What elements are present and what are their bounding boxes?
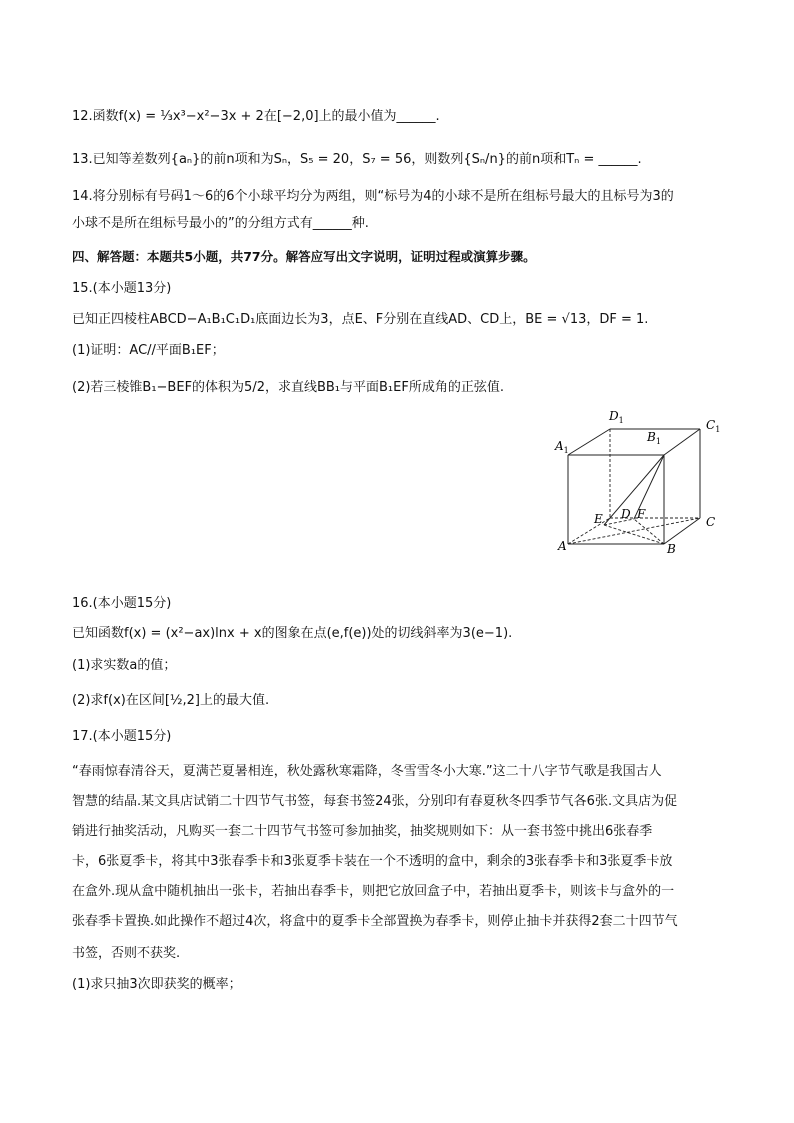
question-12: 12.函数f(x) = ⅓x³−x²−3x + 2在[−2,0]上的最小值为______. xyxy=(72,109,440,124)
label-f: F xyxy=(637,507,646,521)
question-16-header: 16.(本小题15分) xyxy=(72,596,172,611)
label-e: E xyxy=(594,512,603,526)
question-17-header: 17.(本小题15分) xyxy=(72,729,172,744)
label-d: D xyxy=(621,507,631,521)
question-14-line-1: 14.将分别标有号码1～6的6个小球平均分为两组，则“标号为4的小球不是所在组标号最大的且标号为3的 xyxy=(72,189,674,204)
edge-bf xyxy=(634,519,664,544)
label-b1: $B_1$ xyxy=(647,430,661,446)
question-16-stem: 已知函数f(x) = (x²−ax)lnx + x的图象在点(e,f(e))处的切线斜率为3(e−1). xyxy=(72,626,513,641)
question-17-line-1: “春雨惊春清谷天，夏满芒夏暑相连，秋处露秋寒霜降，冬雪雪冬小大寒.”这二十八字节气歌是我国古人 xyxy=(72,764,662,779)
label-c1: $C_1$ xyxy=(706,418,721,434)
question-17-line-6: 张春季卡置换.如此操作不超过4次，将盒中的夏季卡全部置换为春季卡，则停止抽卡并获得2套二十四节气 xyxy=(72,914,678,929)
question-17-line-5: 在盒外.现从盒中随机抽出一张卡，若抽出春季卡，则把它放回盒子中，若抽出夏季卡，则该卡与盒外的一 xyxy=(72,884,675,899)
prism-figure xyxy=(548,400,728,560)
question-17-line-2: 智慧的结晶.某文具店试销二十四节气书签，每套书签24张，分别印有春夏秋冬四季节气各6张.文具店为促 xyxy=(72,794,678,809)
question-15-header: 15.(本小题13分) xyxy=(72,281,172,296)
label-a: A xyxy=(558,539,567,553)
edge-d1a1 xyxy=(568,429,610,455)
question-16-part-1: (1)求实数a的值； xyxy=(72,658,177,673)
question-15-stem: 已知正四棱柱ABCD−A₁B₁C₁D₁底面边长为3，点E、F分别在直线AD、CD上，BE = √13，DF = 1. xyxy=(72,312,649,327)
question-13: 13.已知等差数列{aₙ}的前n项和为Sₙ，S₅ = 20，S₇ = 56，则数列{Sₙ/n}的前n项和Tₙ = ______. xyxy=(72,152,642,167)
question-15-part-2: (2)若三棱锥B₁−BEF的体积为5/2，求直线BB₁与平面B₁EF所成角的正弦值. xyxy=(72,380,504,395)
edge-b1e xyxy=(604,455,664,525)
question-16-part-2: (2)求f(x)在区间[½,2]上的最大值. xyxy=(72,693,270,708)
question-17-line-7: 书签，否则不获奖. xyxy=(72,946,181,961)
label-b: B xyxy=(667,542,676,556)
label-a1: $A_1$ xyxy=(555,439,569,455)
edge-be xyxy=(604,525,664,544)
edge-b1c1 xyxy=(664,429,700,455)
question-17-part-1: (1)求只抽3次即获奖的概率； xyxy=(72,977,242,992)
diagonal-ac xyxy=(568,518,700,544)
question-17-line-3: 销进行抽奖活动，凡购买一套二十四节气书签可参加抽奖，抽奖规则如下：从一套书签中挑出6张春季 xyxy=(72,824,653,839)
label-c: C xyxy=(706,515,716,529)
question-15-part-1: (1)证明：AC//平面B₁EF； xyxy=(72,343,225,358)
question-17-line-4: 卡，6张夏季卡，将其中3张春季卡和3张夏季卡装在一个不透明的盒中，剩余的3张春季卡和3张夏季卡放 xyxy=(72,854,673,869)
section-4-heading: 四、解答题：本题共5小题，共77分。解答应写出文字说明，证明过程或演算步骤。 xyxy=(72,249,536,264)
question-14-line-2: 小球不是所在组标号最小的”的分组方式有______种. xyxy=(72,216,369,231)
label-d1: $D_1$ xyxy=(609,409,624,425)
